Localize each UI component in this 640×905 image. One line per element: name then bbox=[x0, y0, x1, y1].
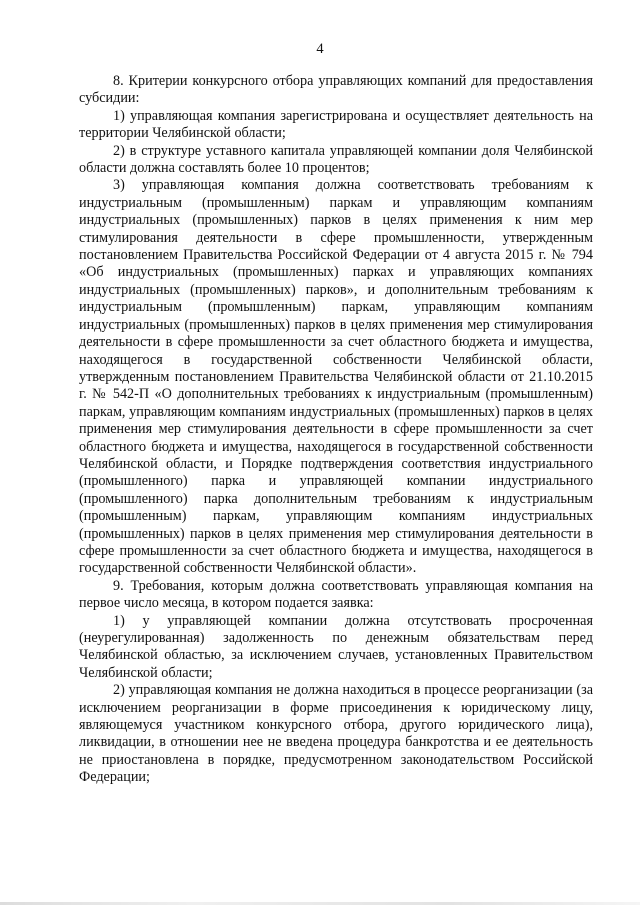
paragraph-criterion-2: 2) в структуре уставного капитала управляющей компании доля Челябинской области должна составлять более 10 процентов; bbox=[79, 142, 593, 177]
document-body bbox=[79, 73, 593, 787]
paragraph-criteria-heading: 8. Критерии конкурсного отбора управляющих компаний для предоставления субсидии: bbox=[79, 73, 593, 107]
paragraph-requirement-1: 1) у управляющей компании должна отсутствовать просроченная (неурегулированная) задолженность по денежным обязательствам перед Челябинской областью, за исключением случаев, установленных Правительством Челябинской области; bbox=[79, 612, 593, 681]
paragraph-criterion-3: 3) управляющая компания должна соответствовать требованиям к индустриальным (промышленным) паркам и управляющим компаниям индустриальных (промышленных) парков в целях применения к ним мер стимулирования деятельности в сфере промышленности, утвержденным постановлением Правительства Российской Федерации от 4 августа 2015 г. № 794 «Об индустриальных (промышленных) парках и управляющих компаниях индустриальных (промышленных) парков», и дополнительным требованиям к индустриальным (промышленным) паркам, управляющим компаниям индустриальных (промышленных) парков в целях применения мер стимулирования деятельности в сфере промышленности за счет областного бюджета и имущества, находящегося в государственной собственности Челябинской области, утвержденным постановлением Правительства Челябинской области от 21.10.2015 г. № 542-П «О дополнительных требованиях к индустриальным (промышленным) паркам, управляющим компаниям индустриальных (промышленных) парков в целях применения мер стимулирования деятельности в сфере промышленности за счет областного бюджета и имущества, находящегося в государственной собственности Челябинской области, и Порядке подтверждения соответствия индустриального (промышленного) парка и управляющей компании индустриального (промышленного) парка дополнительным требованиям к индустриальным (промышленным) паркам, управляющим компаниям индустриальных (промышленных) парков в целях применения мер стимулирования деятельности в сфере промышленности за счет областного бюджета и имущества, находящегося в государственной собственности Челябинской области». bbox=[79, 177, 593, 577]
paragraph-requirements-heading: 9. Требования, которым должна соответствовать управляющая компания на первое число месяца, в котором подается заявка: bbox=[79, 577, 593, 612]
page-number: 4 bbox=[316, 41, 324, 57]
paragraph-requirement-2: 2) управляющая компания не должна находиться в процессе реорганизации (за исключением реорганизации в форме присоединения к юридическому лицу, являющемуся участником конкурсного отбора, другого юридического лица), ликвидации, в отношении нее не введена процедура банкротства и ее деятельность не приостановлена в порядке, предусмотренном законодательством Российской Федерации; bbox=[79, 682, 593, 786]
paragraph-criterion-1: 1) управляющая компания зарегистрирована и осуществляет деятельность на территории Челябинской области; bbox=[79, 107, 593, 142]
